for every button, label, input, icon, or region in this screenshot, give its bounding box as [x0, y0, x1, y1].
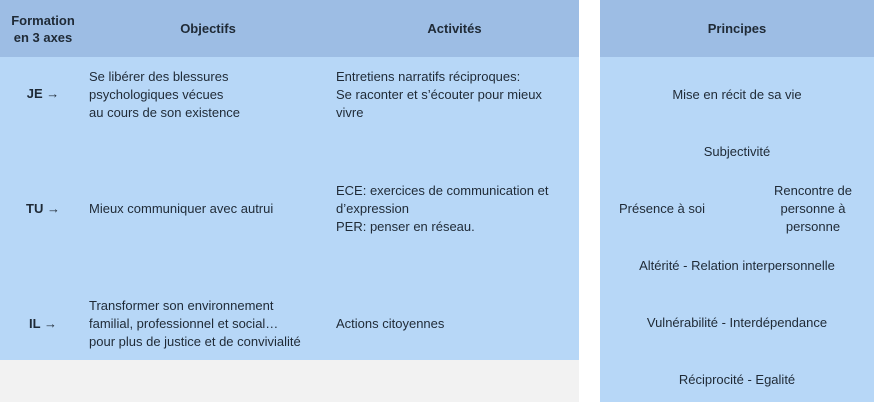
- activite-je-line: Se raconter et s’écouter pour mieux: [336, 87, 542, 102]
- objectif-il-line: pour plus de justice et de convivialité: [89, 334, 301, 349]
- activite-tu-line: ECE: exercices de communication et: [336, 183, 549, 198]
- header-objectifs: Objectifs: [180, 21, 236, 36]
- principe-subjectivite: Subjectivité: [703, 144, 771, 159]
- principe-rencontre-line: Rencontre de: [773, 183, 853, 198]
- principe-rencontre-line: personne: [785, 219, 841, 234]
- principe-rencontre: [760, 182, 866, 236]
- principes-header: Principes: [600, 0, 874, 57]
- principe-alterite: Altérité - Relation interpersonnelle: [639, 258, 835, 273]
- principes-panel: [600, 0, 874, 402]
- objectif-il-line: Transformer son environnement: [89, 298, 274, 313]
- activite-tu-line: PER: penser en réseau.: [336, 219, 475, 234]
- axis-tu: TU →: [26, 201, 60, 216]
- header-axes-line-1: Formation: [11, 13, 75, 28]
- header-axes: [0, 8, 86, 50]
- objectif-je-line: au cours de son existence: [89, 105, 241, 120]
- principe-rencontre-line: personne à: [780, 201, 846, 216]
- activite-tu-line: d’expression: [336, 201, 409, 216]
- header-activites: Activités: [427, 21, 482, 36]
- objectif-tu: [89, 200, 273, 218]
- principe-mise-en-recit: Mise en récit de sa vie: [672, 87, 802, 102]
- principe-presence: Présence à soi: [619, 201, 705, 216]
- activite-je-line: Entretiens narratifs réciproques:: [336, 69, 521, 84]
- objectif-je: [89, 68, 240, 122]
- principe-vulnerabilite: Vulnérabilité - Interdépendance: [646, 315, 828, 330]
- activite-il: [336, 315, 444, 333]
- header-axes-line-2: en 3 axes: [13, 30, 73, 45]
- objectif-tu-line: Mieux communiquer avec autrui: [89, 201, 274, 216]
- activite-tu: [336, 182, 548, 236]
- objectif-je-line: Se libérer des blessures: [89, 69, 229, 84]
- objectif-il-line: familial, professionnel et social…: [89, 316, 279, 331]
- bottom-strip: [0, 360, 579, 402]
- activite-il-line: Actions citoyennes: [336, 316, 445, 331]
- axis-il: IL →: [29, 316, 57, 331]
- activite-je-line: vivre: [336, 105, 364, 120]
- objectif-il: [89, 297, 301, 351]
- objectif-je-line: psychologiques vécues: [89, 87, 224, 102]
- principe-reciprocite: Réciprocité - Egalité: [678, 372, 796, 387]
- axis-je: JE →: [26, 86, 60, 101]
- activite-je: [336, 68, 542, 122]
